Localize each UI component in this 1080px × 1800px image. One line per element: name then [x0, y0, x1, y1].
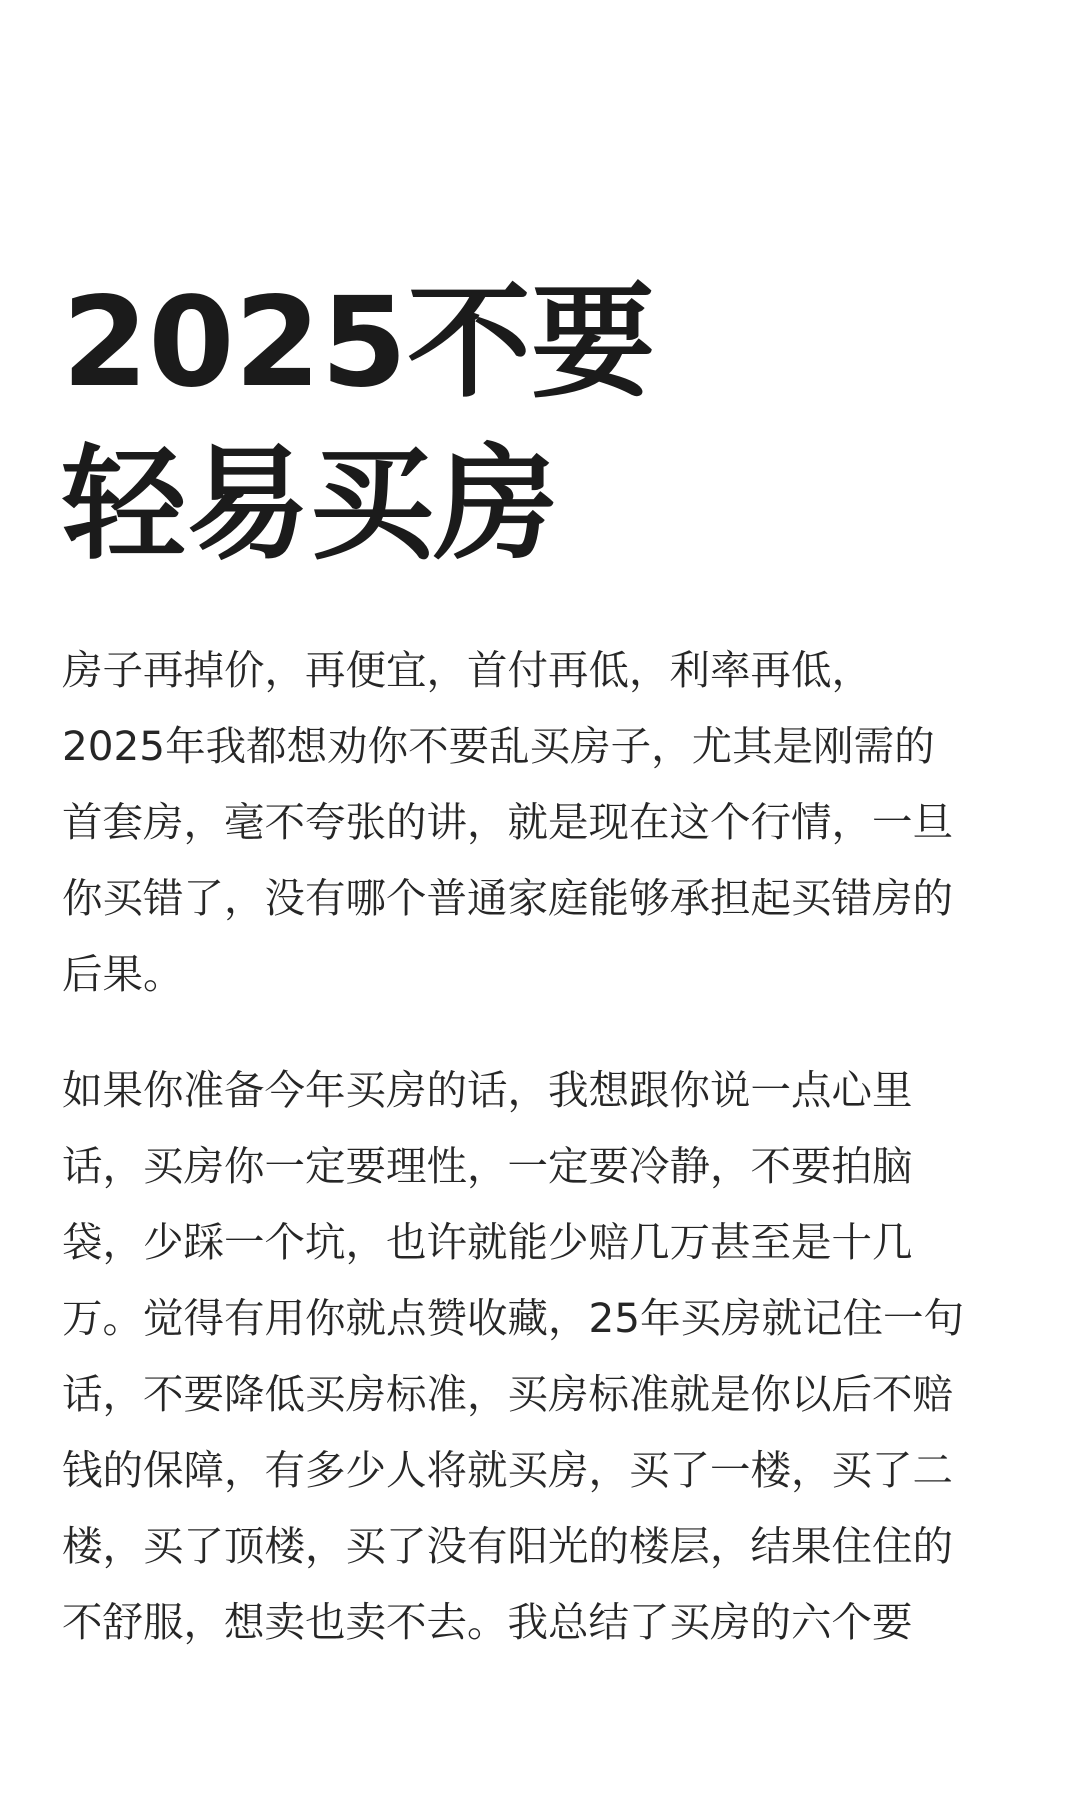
paragraph-line: 话，买房你一定要理性，一定要冷静，不要拍脑: [62, 1142, 913, 1190]
paragraph-line: 你买错了，没有哪个普通家庭能够承担起买错房的: [62, 874, 953, 922]
paragraph-line: 如果你准备今年买房的话，我想跟你说一点心里: [62, 1066, 913, 1114]
paragraph-line: 房子再掉价，再便宜，首付再低，利率再低，: [62, 646, 872, 694]
paragraph-line: 袋，少踩一个坑，也许就能少赔几万甚至是十几: [62, 1218, 913, 1266]
paragraph-line: 楼，买了顶楼，买了没有阳光的楼层，结果住住的: [62, 1522, 953, 1570]
article-title: [62, 262, 1022, 586]
paragraph-line: 首套房，毫不夸张的讲，就是现在这个行情，一旦: [62, 798, 953, 846]
paragraph-line: 2025年我都想劝你不要乱买房子，尤其是刚需的: [62, 722, 935, 770]
paragraph-line: 不舒服，想卖也卖不去。我总结了买房的六个要: [62, 1598, 913, 1646]
paragraph-line: 后果。: [62, 950, 184, 998]
body-paragraph-1: [62, 632, 1024, 1012]
title-line: 2025不要: [62, 271, 656, 415]
paragraph-line: 钱的保障，有多少人将就买房，买了一楼，买了二: [62, 1446, 953, 1494]
paragraph-line: 万。觉得有用你就点赞收藏，25年买房就记住一句: [62, 1294, 965, 1342]
title-line: 轻易买房: [62, 433, 559, 577]
body-paragraph-2: [62, 1052, 1024, 1660]
paragraph-line: 话，不要降低买房标准，买房标准就是你以后不赔: [62, 1370, 953, 1418]
